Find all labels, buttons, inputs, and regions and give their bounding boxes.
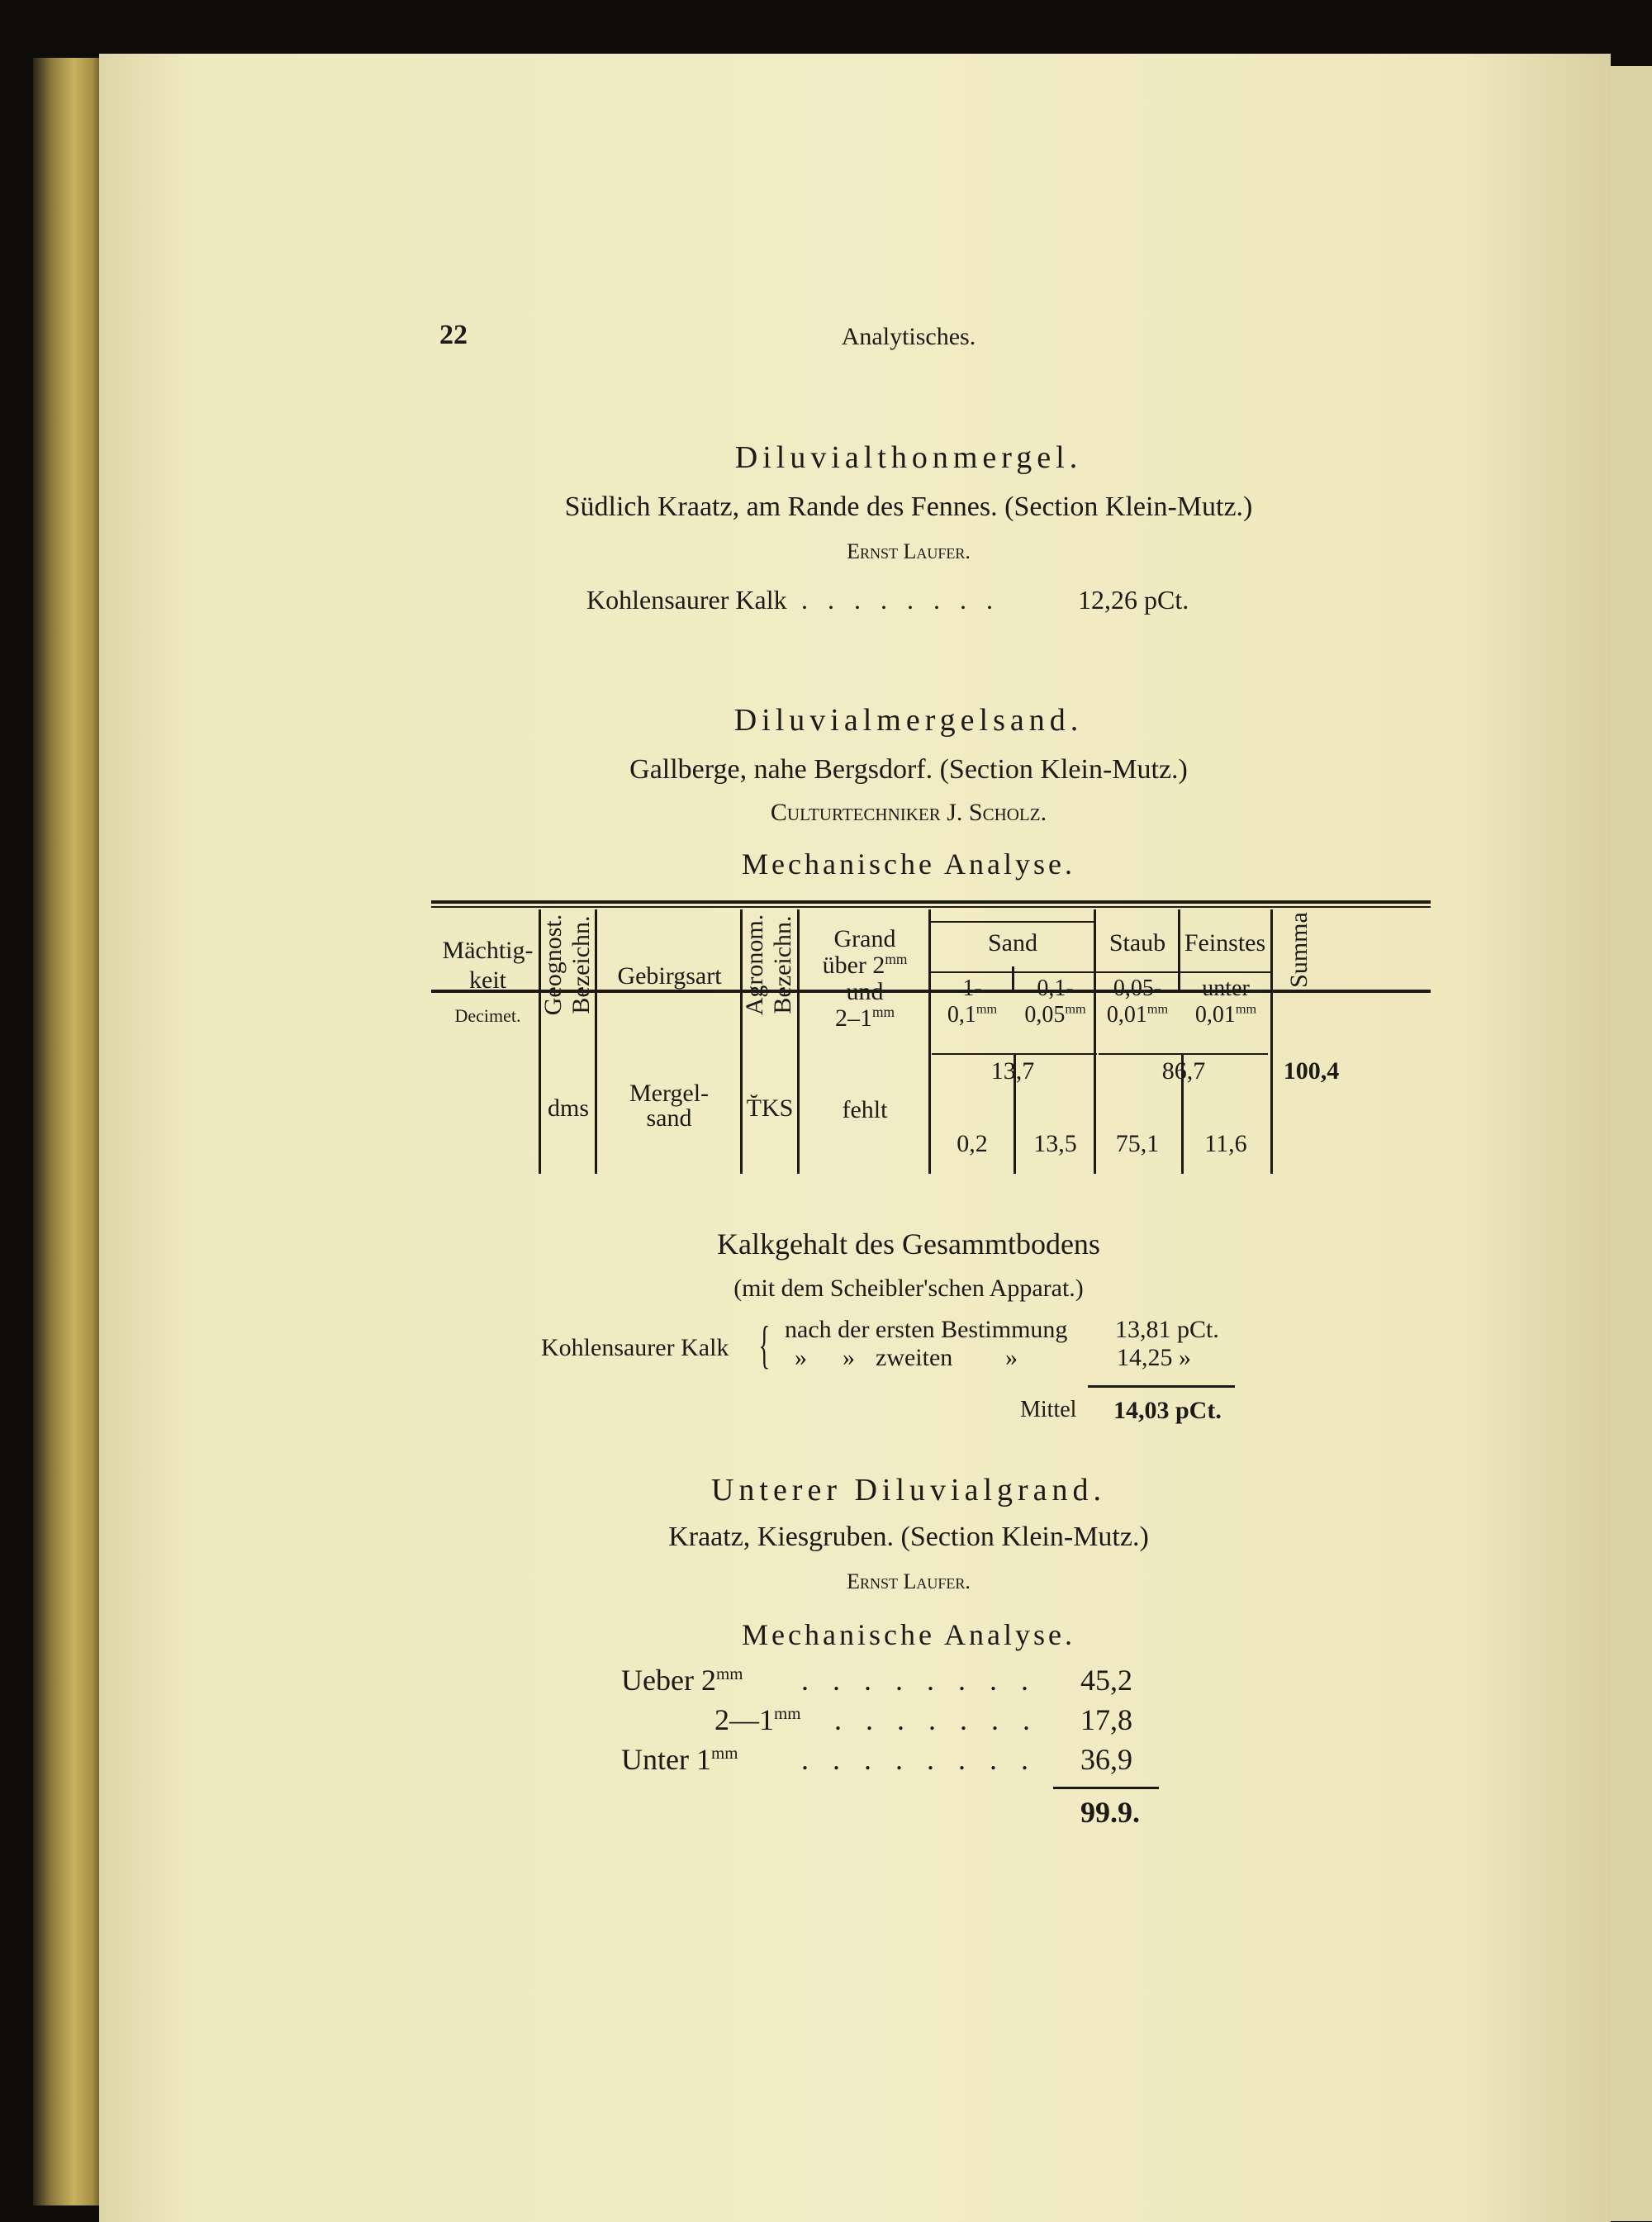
header-feinstes-l2	[1180, 1002, 1271, 1028]
section3-location: Kraatz, Kiesgruben. (Section Klein-Mutz.)	[668, 1522, 1149, 1552]
header-maechtigkeit-text: Mächtig-keit	[442, 937, 534, 994]
unit-mm: mm	[871, 1004, 895, 1020]
section3-analyst: Ernst Laufer.	[847, 1569, 971, 1593]
header-gebirgsart: Gebirgsart	[617, 962, 722, 990]
result-row-3-unit: mm	[710, 1743, 738, 1763]
result-row-2-label: 2—1	[714, 1703, 774, 1736]
kalk-line2-text: zweiten	[876, 1344, 953, 1371]
result-row-1-unit: mm	[715, 1664, 743, 1683]
section2-analyst: Culturtechniker J. Scholz.	[770, 799, 1047, 826]
section1-kalk-label: Kohlensaurer Kalk	[586, 585, 787, 615]
kalk-line2-q1: »	[795, 1344, 807, 1371]
cell-gebirgsart: Mergel-sand	[629, 1080, 710, 1132]
result-row-2-value: 17,8	[1080, 1703, 1132, 1736]
result-row-1-dots: . . . . . . . .	[801, 1664, 1037, 1697]
kalk-subtitle: (mit dem Scheibler'schen Apparat.)	[733, 1275, 1084, 1302]
header-sand-b-l2	[1015, 1002, 1095, 1028]
running-head: Analytisches.	[841, 323, 976, 350]
header-sand-a-l1: 1-	[962, 976, 982, 1001]
unit-mm: mm	[885, 951, 908, 967]
cell-sand-total: 13,7	[990, 1057, 1035, 1085]
header-staub: Staub	[1108, 929, 1166, 957]
header-feinstes: Feinstes	[1184, 929, 1266, 957]
section3-title: Unterer Diluvialgrand.	[710, 1473, 1107, 1507]
header-decimet: Decimet.	[454, 1005, 521, 1026]
result-row-1-label: Ueber 2	[621, 1664, 716, 1697]
kalk-brace: {	[758, 1315, 771, 1374]
header-feinstes-range	[1180, 976, 1271, 1028]
header-sand-b-l2-text: 0,05	[1024, 1002, 1066, 1028]
header-grand-l4-text: 2–1	[834, 1004, 872, 1032]
result-sum-rule	[1053, 1787, 1159, 1789]
sand-subheader-rule	[928, 921, 1096, 923]
cell-staub: 75,1	[1115, 1130, 1160, 1157]
unit-mm: mm	[976, 1001, 998, 1017]
section1-analyst: Ernst Laufer.	[847, 539, 971, 563]
cell-sand-a: 0,2	[957, 1130, 988, 1157]
header-grand-l3: und	[846, 978, 884, 1005]
result-row-3	[621, 1742, 738, 1777]
kalk-line2-value: 14,25 »	[1117, 1344, 1191, 1371]
unit-mm: mm	[1235, 1001, 1257, 1017]
result-row-3-dots: . . . . . . . .	[801, 1743, 1037, 1776]
kalk-mittel-label: Mittel	[1020, 1397, 1077, 1422]
section2-location: Gallberge, nahe Bergsdorf. (Section Klein-Mutz.)	[629, 754, 1188, 785]
staub-head-rule	[1095, 971, 1270, 973]
kalk-line2-q2: »	[843, 1344, 855, 1371]
cell-feinstes: 11,6	[1204, 1130, 1247, 1157]
header-grand-l2-text: über 2	[822, 952, 885, 979]
section1-kalk-value: 12,26 pCt.	[1078, 585, 1189, 615]
cell-geognost: dms	[547, 1094, 589, 1122]
header-staub-range	[1096, 976, 1179, 1028]
kalk-sum-rule	[1088, 1385, 1235, 1388]
result-row-1	[621, 1663, 743, 1697]
kalk-mittel-value: 14,03 pCt.	[1113, 1397, 1222, 1424]
header-sand-b	[1015, 976, 1095, 1028]
result-row-2-dots: . . . . . . .	[834, 1703, 1038, 1736]
section2-subtitle: Mechanische Analyse.	[742, 847, 1075, 881]
header-maechtigkeit	[436, 936, 539, 995]
header-grand	[800, 926, 930, 1032]
section1-kalk-dots: . . . . . . . .	[801, 585, 999, 615]
cell-sand-b: 13,5	[1033, 1130, 1077, 1157]
section3-subtitle: Mechanische Analyse.	[742, 1618, 1075, 1651]
result-total: 99.9.	[1080, 1796, 1140, 1829]
kalk-line1-value: 13,81 pCt.	[1115, 1316, 1219, 1343]
header-grand-l1: Grand	[833, 925, 896, 952]
result-row-2	[714, 1702, 800, 1737]
header-sand-a-l2-text: 0,1	[947, 1002, 976, 1028]
header-agronom: Agronom. Bezeichn.	[741, 914, 796, 1016]
result-row-3-value: 36,9	[1080, 1743, 1132, 1776]
kalk-title: Kalkgehalt des Gesammtbodens	[717, 1227, 1100, 1261]
section2-title: Diluvialmergelsand.	[733, 703, 1084, 738]
header-sand-b-l1: 0,1-	[1037, 976, 1074, 1001]
unit-mm: mm	[1146, 1001, 1169, 1017]
header-feinstes-l2-text: 0,01	[1194, 1002, 1236, 1028]
section1-title: Diluvialthonmergel.	[734, 440, 1083, 475]
cell-summa: 100,4	[1283, 1057, 1340, 1085]
header-summa: Summa	[1285, 912, 1313, 988]
page-number: 22	[439, 320, 468, 350]
kalk-label: Kohlensaurer Kalk	[541, 1334, 729, 1361]
cell-grand: fehlt	[842, 1096, 888, 1123]
result-row-2-unit: mm	[774, 1703, 801, 1723]
kalk-line2-q3: »	[1005, 1344, 1018, 1371]
cell-agronom: T̆KS	[746, 1094, 794, 1122]
header-grand-l2	[800, 952, 930, 979]
book-edge	[33, 58, 107, 2205]
header-sand-a	[931, 976, 1014, 1028]
result-row-1-value: 45,2	[1080, 1664, 1132, 1697]
header-sand-a-l2	[931, 1002, 1014, 1028]
header-sand: Sand	[988, 929, 1037, 957]
header-feinstes-l1: unter	[1202, 976, 1250, 1001]
header-staub-l2-text: 0,01	[1106, 1002, 1147, 1028]
unit-mm: mm	[1065, 1001, 1086, 1017]
header-grand-l4	[800, 1005, 930, 1032]
sand-head-rule	[930, 971, 1094, 973]
result-row-3-label: Unter 1	[621, 1743, 711, 1776]
kalk-line1-text: nach der ersten Bestimmung	[785, 1316, 1068, 1343]
table-top-rule-thick	[431, 900, 1431, 904]
header-staub-l2	[1096, 1002, 1179, 1028]
header-staub-l1: 0,05-	[1113, 976, 1162, 1001]
cell-fine-total: 86,7	[1161, 1057, 1206, 1085]
section1-location: Südlich Kraatz, am Rande des Fennes. (Section Klein-Mutz.)	[564, 491, 1253, 522]
header-geognost: Geognost. Bezeichn.	[539, 914, 595, 1016]
book-page	[99, 54, 1611, 2222]
